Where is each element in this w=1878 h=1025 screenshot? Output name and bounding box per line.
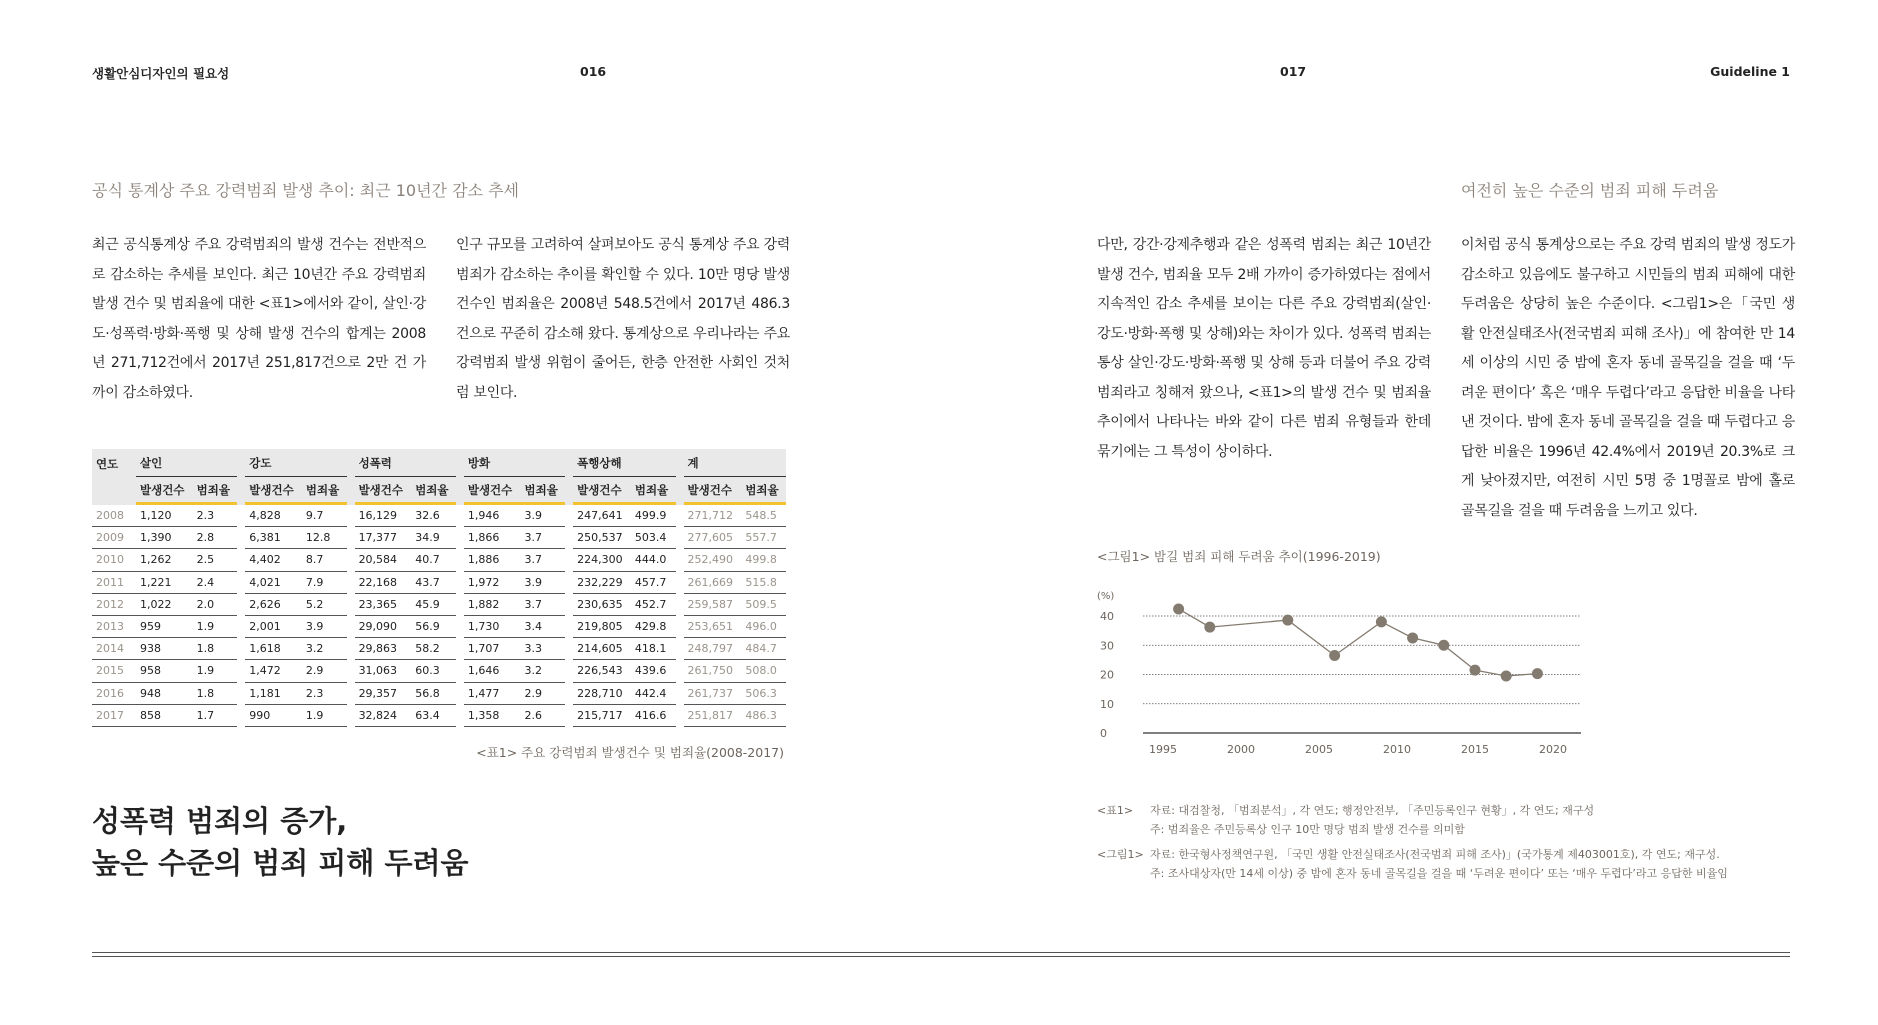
value-cell: 1.8	[193, 683, 238, 705]
value-cell: 224,300	[573, 549, 631, 571]
value-cell: 2.8	[193, 527, 238, 549]
value-cell: 43.7	[411, 572, 456, 594]
table-sub-header	[92, 477, 786, 505]
value-cell: 2,626	[245, 594, 302, 616]
value-cell: 253,651	[684, 616, 742, 638]
value-cell: 3.7	[520, 594, 565, 616]
value-cell: 418.1	[631, 638, 676, 660]
value-cell: 40.7	[411, 549, 456, 571]
value-cell: 29,863	[355, 638, 412, 660]
value-cell: 486.3	[741, 705, 786, 727]
page-number-left: 016	[580, 64, 607, 79]
footnote-figure	[1097, 845, 1728, 883]
value-cell: 499.9	[631, 505, 676, 527]
value-cell: 3.2	[302, 638, 347, 660]
sub-header: 발생건수	[355, 477, 412, 505]
chart-title: <그림1> 밤길 범죄 피해 두려움 추이(1996-2019)	[1097, 549, 1381, 564]
value-cell: 214,605	[573, 638, 631, 660]
value-cell: 3.9	[520, 572, 565, 594]
value-cell: 1,221	[136, 572, 193, 594]
table-row	[92, 705, 786, 727]
chapter-title	[92, 800, 469, 884]
value-cell: 56.8	[411, 683, 456, 705]
value-cell: 1,866	[464, 527, 521, 549]
chapter-title-line: 높은 수준의 범죄 피해 두려움	[92, 846, 469, 880]
table-row	[92, 594, 786, 616]
value-cell: 515.8	[741, 572, 786, 594]
value-cell: 232,229	[573, 572, 631, 594]
y-tick-label: 20	[1100, 668, 1114, 682]
value-cell: 1,120	[136, 505, 193, 527]
table-row	[92, 660, 786, 682]
year-cell: 2014	[92, 638, 136, 660]
value-cell: 1,390	[136, 527, 193, 549]
sub-header: 범죄율	[741, 477, 786, 505]
value-cell: 226,543	[573, 660, 631, 682]
value-cell: 22,168	[355, 572, 412, 594]
value-cell: 2.3	[193, 505, 238, 527]
value-cell: 990	[245, 705, 302, 727]
year-cell: 2010	[92, 549, 136, 571]
value-cell: 271,712	[684, 505, 742, 527]
y-tick-label: 10	[1100, 697, 1114, 711]
value-cell: 508.0	[741, 660, 786, 682]
table-row	[92, 549, 786, 571]
data-point	[1438, 640, 1449, 651]
sub-header: 범죄율	[520, 477, 565, 505]
value-cell: 7.9	[302, 572, 347, 594]
data-point	[1407, 632, 1418, 643]
value-cell: 1.8	[193, 638, 238, 660]
value-cell: 34.9	[411, 527, 456, 549]
value-cell: 496.0	[741, 616, 786, 638]
value-cell: 20,584	[355, 549, 412, 571]
value-cell: 1.9	[193, 616, 238, 638]
sub-header: 발생건수	[245, 477, 302, 505]
value-cell: 56.9	[411, 616, 456, 638]
table-row	[92, 683, 786, 705]
sub-header: 발생건수	[136, 477, 193, 505]
group-header: 방화	[464, 449, 565, 477]
footnote-label: <그림1>	[1097, 848, 1144, 861]
table-row	[92, 638, 786, 660]
value-cell: 1,181	[245, 683, 302, 705]
value-cell: 548.5	[741, 505, 786, 527]
value-cell: 248,797	[684, 638, 742, 660]
running-title-right: Guideline 1	[1710, 64, 1790, 79]
value-cell: 1,882	[464, 594, 521, 616]
group-header: 폭행상해	[573, 449, 675, 477]
data-point	[1532, 668, 1543, 679]
sub-header: 범죄율	[193, 477, 238, 505]
value-cell: 3.7	[520, 527, 565, 549]
chapter-title-line: 성폭력 범죄의 증가,	[92, 804, 348, 838]
value-cell: 4,402	[245, 549, 302, 571]
value-cell: 506.3	[741, 683, 786, 705]
value-cell: 1,358	[464, 705, 521, 727]
value-cell: 444.0	[631, 549, 676, 571]
table-row	[92, 572, 786, 594]
sub-header: 발생건수	[684, 477, 742, 505]
footnote-note: 주: 조사대상자(만 14세 이상) 중 밤에 혼자 동네 골목길을 걸을 때 ‘두려운 편이다’ 또는 ‘매우 두렵다’라고 응답한 비율임	[1150, 867, 1728, 880]
value-cell: 858	[136, 705, 193, 727]
data-point	[1470, 665, 1481, 676]
value-cell: 250,537	[573, 527, 631, 549]
year-cell: 2015	[92, 660, 136, 682]
value-cell: 277,605	[684, 527, 742, 549]
value-cell: 32.6	[411, 505, 456, 527]
x-tick-label: 2010	[1383, 743, 1411, 756]
value-cell: 3.2	[520, 660, 565, 682]
data-point	[1204, 622, 1215, 633]
year-cell: 2012	[92, 594, 136, 616]
value-cell: 1.7	[193, 705, 238, 727]
y-axis-label: (%)	[1097, 591, 1115, 602]
value-cell: 557.7	[741, 527, 786, 549]
fear-trend-line-chart	[1090, 580, 1610, 760]
value-cell: 230,635	[573, 594, 631, 616]
page-number-right: 017	[1280, 64, 1307, 79]
section-title-right: 여전히 높은 수준의 범죄 피해 두려움	[1461, 181, 1719, 200]
x-tick-label: 2020	[1539, 743, 1567, 756]
body-paragraph: 다만, 강간·강제추행과 같은 성폭력 범죄는 최근 10년간 발생 건수, 범죄율 모두 2배 가까이 증가하였다는 점에서 지속적인 감소 추세를 보이는 다른 주요 강력범죄(살인·강도·방화·폭행 및 상해)와는 차이가 있다. 성폭력 범죄는 통상 살인·강도·방화·폭행 및 상해 등과 더불어 주요 강력범죄라고 칭해져 왔으나, <표1>의 발생 건수 및 범죄율 추이에서 나타나는 바와 같이 다른 범죄 유형들과 한데 묶기에는 그 특성이 상이하다.	[1097, 237, 1431, 460]
value-cell: 938	[136, 638, 193, 660]
value-cell: 2.4	[193, 572, 238, 594]
value-cell: 2,001	[245, 616, 302, 638]
table-row	[92, 616, 786, 638]
value-cell: 228,710	[573, 683, 631, 705]
year-header: 연도	[92, 449, 136, 505]
sub-header: 범죄율	[411, 477, 456, 505]
group-header: 강도	[245, 449, 346, 477]
year-cell: 2016	[92, 683, 136, 705]
group-header: 성폭력	[355, 449, 456, 477]
group-header: 계	[684, 449, 786, 477]
value-cell: 457.7	[631, 572, 676, 594]
value-cell: 1,972	[464, 572, 521, 594]
value-cell: 3.3	[520, 638, 565, 660]
value-cell: 261,750	[684, 660, 742, 682]
value-cell: 23,365	[355, 594, 412, 616]
table-row	[92, 505, 786, 527]
x-tick-label: 2000	[1227, 743, 1255, 756]
value-cell: 416.6	[631, 705, 676, 727]
year-cell: 2011	[92, 572, 136, 594]
value-cell: 2.6	[520, 705, 565, 727]
value-cell: 45.9	[411, 594, 456, 616]
x-tick-label: 2015	[1461, 743, 1489, 756]
value-cell: 2.9	[302, 660, 347, 682]
value-cell: 4,021	[245, 572, 302, 594]
year-cell: 2017	[92, 705, 136, 727]
value-cell: 215,717	[573, 705, 631, 727]
value-cell: 60.3	[411, 660, 456, 682]
bottom-rule	[92, 956, 1790, 957]
value-cell: 58.2	[411, 638, 456, 660]
value-cell: 219,805	[573, 616, 631, 638]
value-cell: 3.7	[520, 549, 565, 571]
y-tick-label: 40	[1100, 610, 1114, 623]
series-line	[1179, 609, 1538, 676]
footnote-source: 자료: 대검찰청, 「범죄분석」, 각 연도; 행정안전부, 「주민등록인구 현황」, 각 연도; 재구성	[1150, 804, 1595, 817]
data-point	[1501, 670, 1512, 681]
value-cell: 3.9	[302, 616, 347, 638]
value-cell: 3.9	[520, 505, 565, 527]
value-cell: 439.6	[631, 660, 676, 682]
value-cell: 958	[136, 660, 193, 682]
year-cell: 2013	[92, 616, 136, 638]
value-cell: 1,946	[464, 505, 521, 527]
year-cell: 2008	[92, 505, 136, 527]
x-tick-label: 1995	[1149, 743, 1177, 756]
bottom-rule	[92, 952, 1790, 953]
value-cell: 1.9	[302, 705, 347, 727]
footnote-note: 주: 범죄율은 주민등록상 인구 10만 명당 범죄 발생 건수를 의미함	[1150, 823, 1465, 836]
value-cell: 503.4	[631, 527, 676, 549]
value-cell: 442.4	[631, 683, 676, 705]
value-cell: 251,817	[684, 705, 742, 727]
value-cell: 484.7	[741, 638, 786, 660]
y-tick-label: 30	[1100, 639, 1114, 653]
data-point	[1376, 616, 1387, 627]
table-caption: <표1> 주요 강력범죄 발생건수 및 범죄율(2008-2017)	[476, 745, 784, 760]
table-row	[92, 527, 786, 549]
sub-header: 발생건수	[573, 477, 631, 505]
footnote-table	[1097, 801, 1594, 839]
value-cell: 2.9	[520, 683, 565, 705]
year-cell: 2009	[92, 527, 136, 549]
running-title-left: 생활안심디자인의 필요성	[92, 66, 230, 81]
body-paragraph: 최근 공식통계상 주요 강력범죄의 발생 건수는 전반적으로 감소하는 추세를 보인다. 최근 10년간 주요 강력범죄 발생 건수 및 범죄율에 대한 <표1>에서와 같이, 살인·강도·성폭력·방화·폭행 및 상해 발생 건수의 합계는 2008년 271,712건에서 2017년 251,817건으로 2만 건 가까이 감소하였다.	[92, 237, 426, 401]
body-paragraph: 인구 규모를 고려하여 살펴보아도 공식 통계상 주요 강력범죄가 감소하는 추이를 확인할 수 있다. 10만 명당 발생 건수인 범죄율은 2008년 548.5건에서 2017년 486.3건으로 꾸준히 감소해 왔다. 통계상으로 우리나라는 주요 강력범죄 발생 위험이 줄어든, 한층 안전한 사회인 것처럼 보인다.	[456, 237, 790, 401]
value-cell: 12.8	[302, 527, 347, 549]
value-cell: 1,730	[464, 616, 521, 638]
value-cell: 948	[136, 683, 193, 705]
table-group-header	[92, 449, 786, 477]
value-cell: 31,063	[355, 660, 412, 682]
value-cell: 6,381	[245, 527, 302, 549]
value-cell: 499.8	[741, 549, 786, 571]
value-cell: 452.7	[631, 594, 676, 616]
value-cell: 429.8	[631, 616, 676, 638]
y-tick-label: 0	[1100, 727, 1107, 740]
value-cell: 1,022	[136, 594, 193, 616]
value-cell: 3.4	[520, 616, 565, 638]
value-cell: 29,090	[355, 616, 412, 638]
value-cell: 2.0	[193, 594, 238, 616]
value-cell: 2.3	[302, 683, 347, 705]
x-tick-label: 2005	[1305, 743, 1333, 756]
value-cell: 32,824	[355, 705, 412, 727]
value-cell: 8.7	[302, 549, 347, 571]
value-cell: 4,828	[245, 505, 302, 527]
value-cell: 17,377	[355, 527, 412, 549]
value-cell: 1,618	[245, 638, 302, 660]
sub-header: 범죄율	[302, 477, 347, 505]
sub-header: 발생건수	[464, 477, 521, 505]
value-cell: 261,737	[684, 683, 742, 705]
value-cell: 1.9	[193, 660, 238, 682]
value-cell: 1,886	[464, 549, 521, 571]
section-title-left: 공식 통계상 주요 강력범죄 발생 추이: 최근 10년간 감소 추세	[92, 181, 520, 200]
value-cell: 1,646	[464, 660, 521, 682]
value-cell: 252,490	[684, 549, 742, 571]
data-point	[1329, 650, 1340, 661]
group-header: 살인	[136, 449, 237, 477]
value-cell: 1,262	[136, 549, 193, 571]
data-point	[1282, 615, 1293, 626]
footnote-label: <표1>	[1097, 804, 1134, 817]
value-cell: 509.5	[741, 594, 786, 616]
value-cell: 5.2	[302, 594, 347, 616]
footnote-source: 자료: 한국형사정책연구원, 「국민 생활 안전실태조사(전국범죄 피해 조사)」(국가통계 제403001호), 각 연도; 재구성.	[1150, 848, 1720, 861]
value-cell: 261,669	[684, 572, 742, 594]
value-cell: 16,129	[355, 505, 412, 527]
value-cell: 959	[136, 616, 193, 638]
value-cell: 1,707	[464, 638, 521, 660]
value-cell: 63.4	[411, 705, 456, 727]
sub-header: 범죄율	[631, 477, 676, 505]
value-cell: 9.7	[302, 505, 347, 527]
data-point	[1173, 603, 1184, 614]
value-cell: 1,477	[464, 683, 521, 705]
value-cell: 259,587	[684, 594, 742, 616]
value-cell: 2.5	[193, 549, 238, 571]
crime-statistics-table	[92, 449, 786, 727]
value-cell: 1,472	[245, 660, 302, 682]
value-cell: 247,641	[573, 505, 631, 527]
value-cell: 29,357	[355, 683, 412, 705]
body-paragraph: 이처럼 공식 통계상으로는 주요 강력 범죄의 발생 정도가 감소하고 있음에도 불구하고 시민들의 범죄 피해에 대한 두려움은 상당히 높은 수준이다. <그림1>은「국민 생활 안전실태조사(전국범죄 피해 조사)」에 참여한 만 14세 이상의 시민 중 밤에 혼자 동네 골목길을 걸을 때 ‘두려운 편이다’ 혹은 ‘매우 두렵다’라고 응답한 비율을 나타낸 것이다. 밤에 혼자 동네 골목길을 걸을 때 두렵다고 응답한 비율은 1996년 42.4%에서 2019년 20.3%로 크게 낮아졌지만, 여전히 시민 5명 중 1명꼴로 밤에 홀로 골목길을 걸을 때 두려움을 느끼고 있다.	[1461, 237, 1795, 519]
